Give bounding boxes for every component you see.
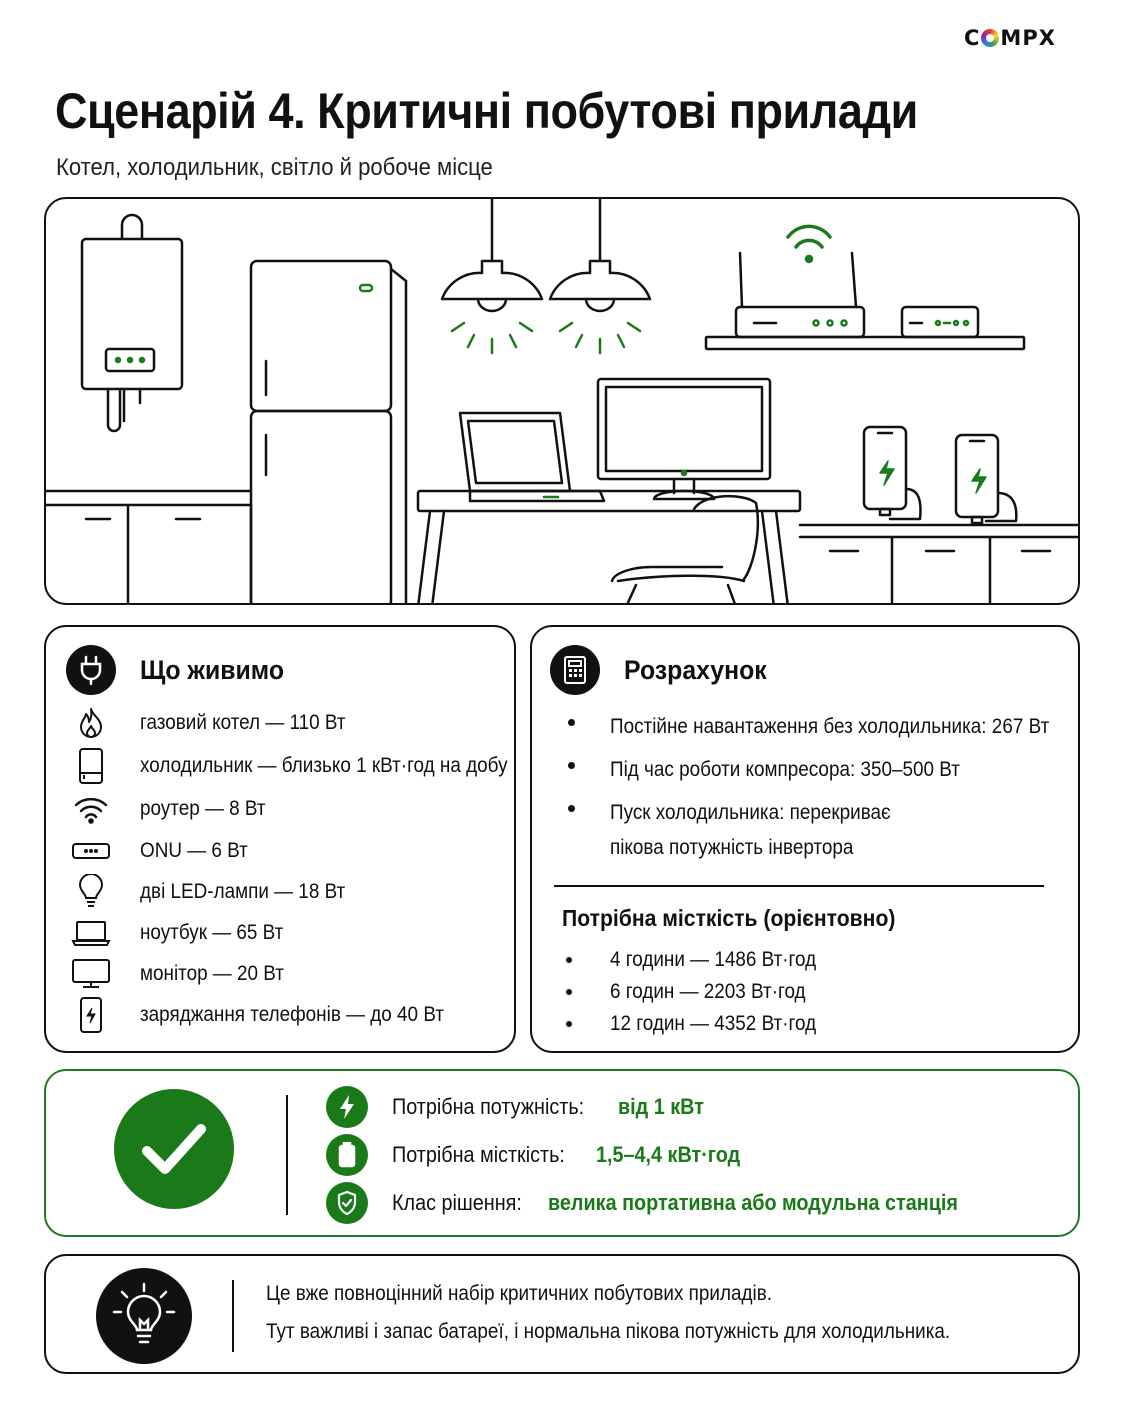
note-box [44, 1254, 1080, 1374]
list-item [66, 872, 368, 912]
consumers-card [44, 625, 516, 1053]
shield-check-icon [326, 1182, 368, 1224]
divider [554, 885, 1044, 887]
bulb-icon [66, 872, 116, 912]
calculation-title: Розрахунок [624, 654, 767, 685]
bullet-dot [566, 1021, 572, 1027]
charging-phones-icon [864, 427, 1016, 523]
bullet-dot [566, 957, 572, 963]
plug-icon [66, 645, 116, 695]
brand-logo: C MPX [964, 26, 1056, 50]
calculation-header [550, 645, 779, 695]
wifi-icon [66, 789, 116, 829]
bullet-dot [568, 805, 575, 812]
kitchen-counter-left [46, 491, 251, 605]
result-summary [44, 1069, 1080, 1237]
capacity-value: 1,5–4,4 кВт·год [596, 1142, 741, 1167]
note-line-1: Це вже повноцінний набір критичних побутових приладів. [266, 1282, 773, 1305]
calculation-card: Розрахунок Постійне навантаження без холодильника: 267 Вт Під час роботи компресора: 350–500 Вт Пуск холодильника: перекриває пікова потужність інвертора Потрібна місткість (орієнтовно) 4 години — 1486 Вт·год 6 годин — 2203 Вт·год 12 годин — 4352 Вт·год [530, 625, 1080, 1053]
flame-icon [66, 703, 116, 743]
result-row-capacity: Потрібна місткість: 1,5–4,4 кВт·год [326, 1133, 756, 1177]
divider [232, 1280, 234, 1352]
lightning-icon [326, 1086, 368, 1128]
calculator-icon [550, 645, 600, 695]
battery-icon [326, 1134, 368, 1176]
gas-boiler-icon [82, 215, 182, 431]
logo-ring-icon [981, 29, 999, 47]
consumer-phones: заряджання телефонів — до 40 Вт [140, 1003, 444, 1026]
consumers-header [66, 645, 297, 695]
consumer-laptop: ноутбук — 65 Вт [140, 921, 284, 944]
monitor-icon [66, 954, 116, 994]
class-value: велика портативна або модульна станція [548, 1190, 959, 1215]
bullet-dot [568, 762, 575, 769]
list-item [66, 703, 368, 743]
list-item [66, 746, 548, 786]
page-subtitle: Котел, холодильник, світло й робоче місце [56, 154, 493, 181]
page-title: Сценарій 4. Критичні побутові прилади [55, 83, 918, 139]
checkmark-icon [114, 1089, 234, 1209]
list-item [66, 954, 300, 994]
pendant-lamps-icon [442, 199, 650, 353]
consumer-router: роутер — 8 Вт [140, 797, 266, 820]
divider [286, 1095, 288, 1215]
capacity-title: Потрібна місткість (орієнтовно) [562, 905, 896, 931]
list-item [66, 995, 478, 1035]
note-line-2: Тут важливі і запас батареї, і нормальна пікова потужність для холодильника. [266, 1320, 951, 1343]
router-shelf-icon [706, 226, 1024, 349]
lightbulb-icon [96, 1268, 192, 1364]
result-row-power: Потрібна потужність: від 1 кВт [326, 1085, 713, 1129]
home-scene-illustration [44, 197, 1080, 605]
laptop-icon [460, 413, 604, 501]
list-item [66, 789, 279, 829]
consumer-boiler: газовий котел — 110 Вт [140, 711, 346, 734]
result-row-class: Клас рішення: велика портативна або модульна станція [326, 1181, 1004, 1225]
list-item [66, 913, 299, 953]
phone-charge-icon [66, 995, 116, 1035]
laptop-icon [66, 913, 116, 953]
power-value: від 1 кВт [617, 1094, 704, 1119]
monitor-icon [598, 379, 770, 499]
bullet-dot [568, 719, 575, 726]
consumer-monitor: монітор — 20 Вт [140, 962, 284, 985]
fridge-icon [251, 261, 406, 605]
consumer-onu: ONU — 6 Вт [140, 839, 248, 862]
bullet-dot [566, 989, 572, 995]
chair-icon [612, 496, 758, 605]
consumer-lamps: дві LED-лампи — 18 Вт [140, 880, 346, 903]
consumers-title: Що живимо [140, 654, 285, 685]
desk-icon [418, 491, 800, 605]
list-item [66, 831, 260, 871]
onu-icon [66, 831, 116, 871]
consumer-fridge: холодильник — близько 1 кВт·год на добу [140, 754, 508, 777]
fridge-icon [66, 746, 116, 786]
kitchen-counter-right [800, 525, 1080, 605]
